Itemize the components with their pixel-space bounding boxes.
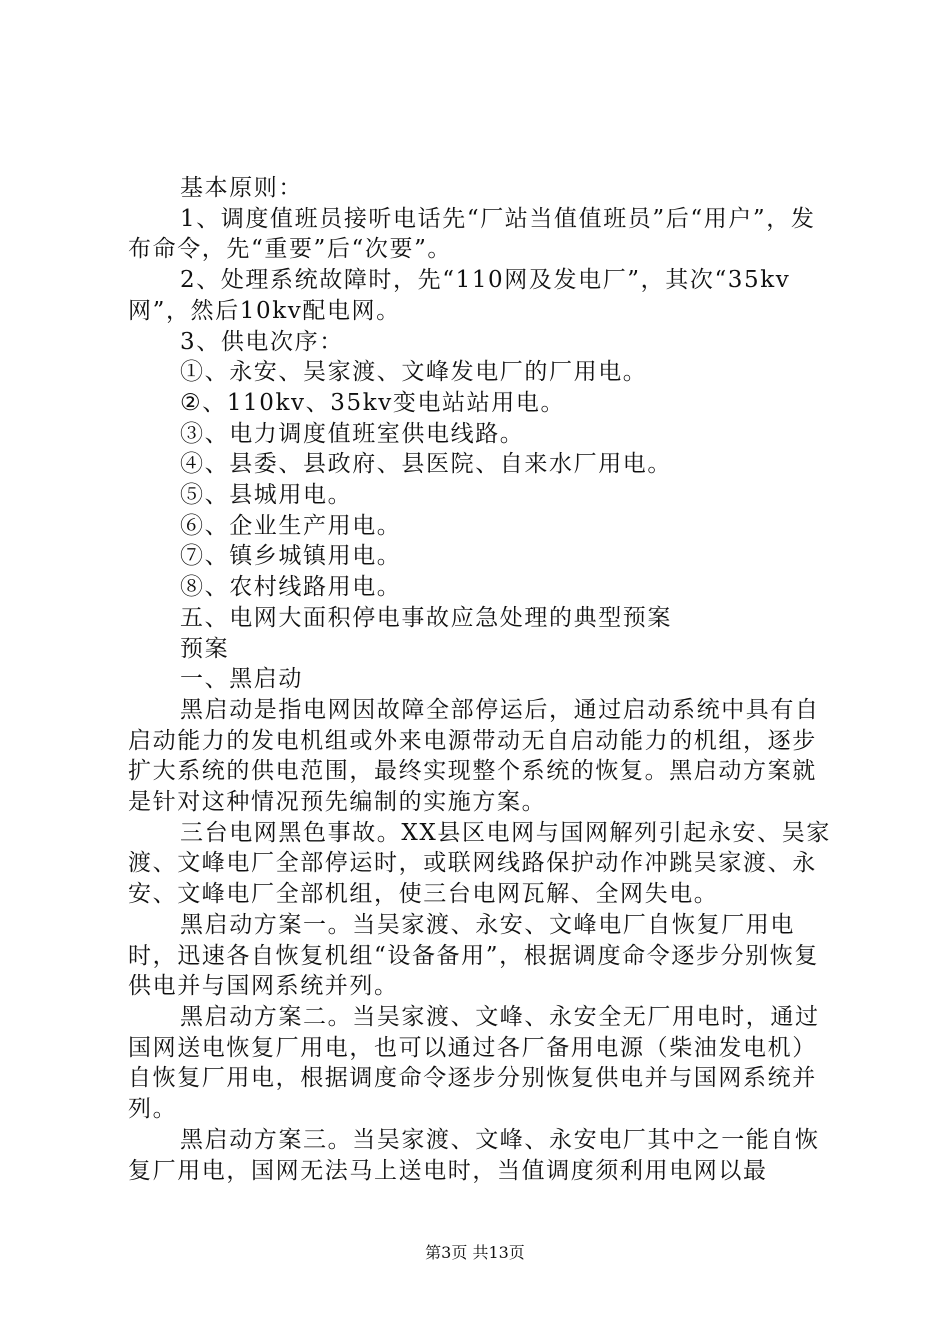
page-number-footer: 第3页 共13页 (425, 1243, 525, 1262)
section-heading-black-start: 一、黑启动 (180, 666, 303, 693)
paragraph-principle-2: 2、处理系统故障时，先“110网及发电厂”，其次“35kv网”，然后10kv配电网。 (128, 267, 791, 324)
paragraph-black-start-plan-2: 黑启动方案二。当吴家渡、文峰、永安全无厂用电时，通过国网送电恢复厂用电，也可以通过各厂备用电源（柴油发电机）自恢复厂用电，根据调度命令逐步分别恢复供电并与国网系统并列。 (128, 1003, 820, 1123)
document-body (128, 173, 838, 1186)
list-item-supply-5: ⑤、县城用电。 (180, 482, 353, 509)
list-item-supply-1: ①、永安、吴家渡、文峰发电厂的厂用电。 (180, 359, 648, 386)
list-item-supply-7: ⑦、镇乡城镇用电。 (180, 543, 402, 570)
paragraph-blackout-accident: 三台电网黑色事故。XX县区电网与国网解列引起永安、吴家渡、文峰电厂全部停运时，或联网线路保护动作冲跳吴家渡、永安、文峰电厂全部机组，使三台电网瓦解、全网失电。 (128, 819, 831, 908)
paragraph-principle-3: 3、供电次序： (180, 328, 344, 355)
list-item-supply-6: ⑥、企业生产用电。 (180, 512, 402, 539)
paragraph-black-start-plan-3: 黑启动方案三。当吴家渡、文峰、永安电厂其中之一能自恢复厂用电，国网无法马上送电时，当值调度须利用电网以最 (128, 1126, 820, 1184)
list-item-supply-3: ③、电力调度值班室供电线路。 (180, 420, 525, 447)
list-item-supply-4: ④、县委、县政府、县医院、自来水厂用电。 (180, 451, 672, 478)
list-item-supply-2: ②、110kv、35kv变电站站用电。 (180, 389, 566, 416)
list-item-supply-8: ⑧、农村线路用电。 (180, 574, 402, 601)
section-heading-five: 五、电网大面积停电事故应急处理的典型预案 (180, 604, 672, 631)
section-heading-plan: 预案 (180, 635, 230, 662)
paragraph-black-start-plan-1: 黑启动方案一。当吴家渡、永安、文峰电厂自恢复厂用电时，迅速各自恢复机组“设备备用”，根据调度命令逐步分别恢复供电并与国网系统并列。 (128, 911, 819, 1000)
paragraph-basic-principles: 基本原则： (180, 175, 303, 201)
paragraph-principle-1: 1、调度值班员接听电话先“厂站当值值班员”后“用户”，发布命令，先“重要”后“次要”。 (128, 205, 816, 263)
paragraph-black-start-definition: 黑启动是指电网因故障全部停运后，通过启动系统中具有自启动能力的发电机组或外来电源带动无自启动能力的机组，逐步扩大系统的供电范围，最终实现整个系统的恢复。黑启动方案就是针对这种情况预先编制的实施方案。 (128, 696, 820, 816)
